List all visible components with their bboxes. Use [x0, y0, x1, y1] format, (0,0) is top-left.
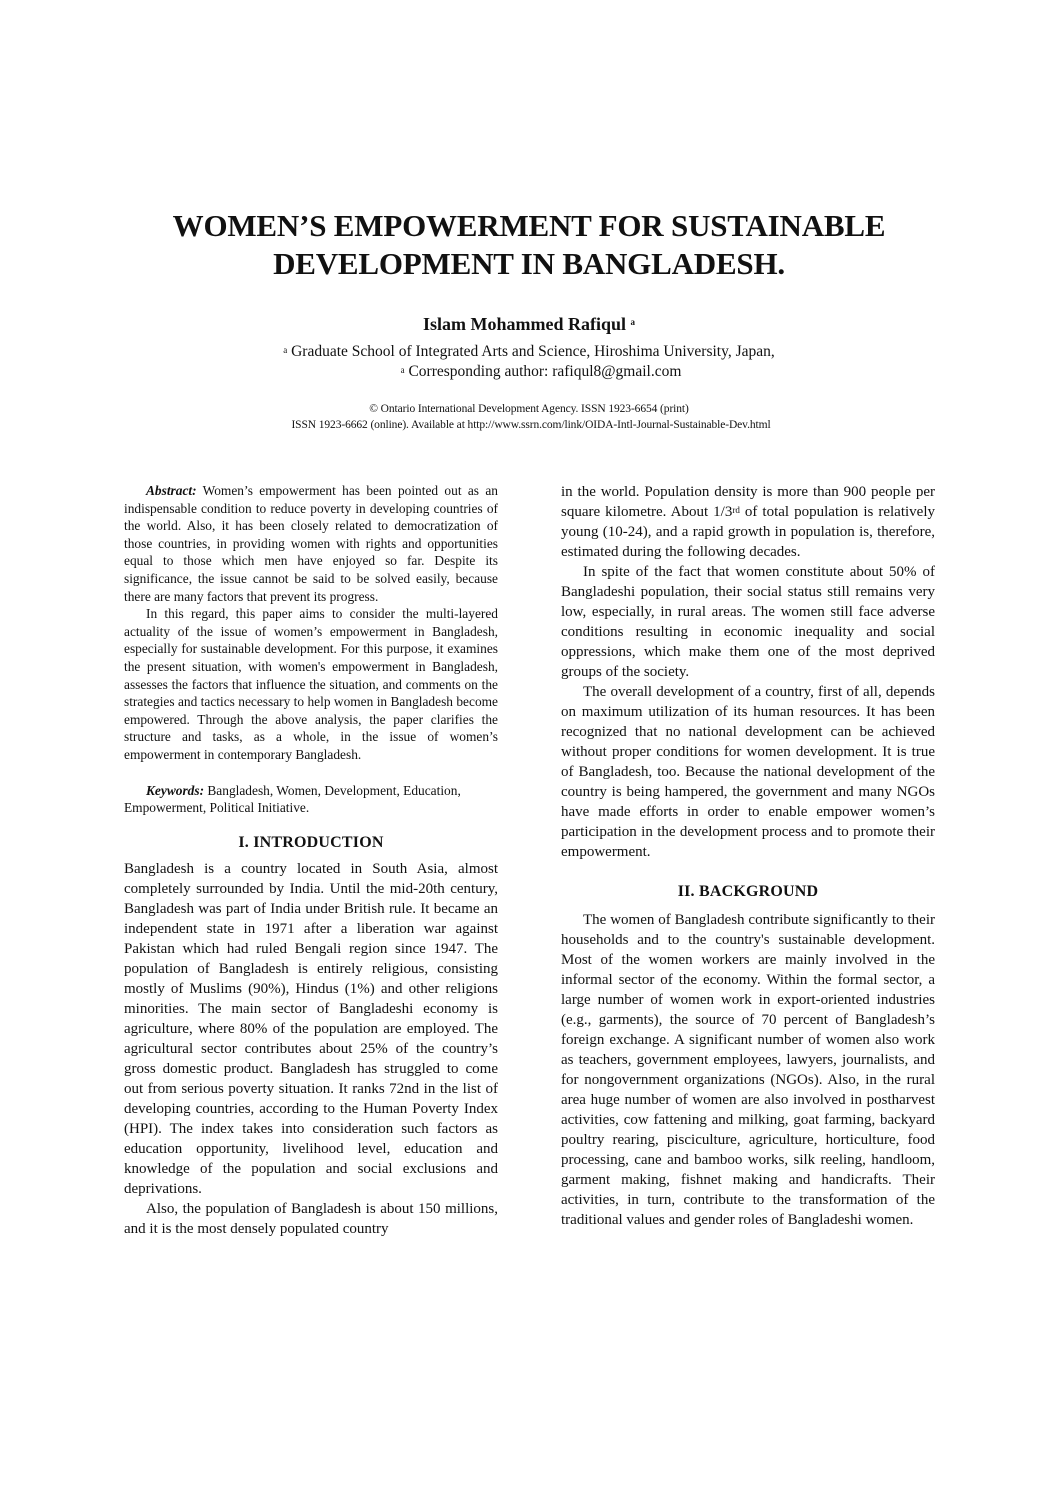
copyright-line-2: ISSN 1923-6662 (online). Available at http://www.ssrn.com/link/OIDA-Intl-Journal-Sustainable-Dev.html [291, 419, 771, 431]
intro-paragraph-2-text: Also, the population of Bangladesh is about 150 millions, and it is the most densely populated country [124, 1200, 498, 1237]
right-column [561, 482, 935, 1230]
title-line-1: WOMEN’S EMPOWERMENT FOR SUSTAINABLE [172, 208, 886, 243]
superscript-rd: rd [732, 505, 740, 515]
paper-title [0, 207, 1058, 283]
section-heading-introduction: I. INTRODUCTION [238, 833, 384, 851]
intro-paragraph-3: In spite of the fact that women constitute about 50% of Bangladeshi population, their social status still remains very low, especially, in rural areas. The women still face adverse conditions resulting in economic inequality and social oppressions, which make them one of the most deprived groups of the society. [561, 564, 935, 680]
affiliation-mark: a [283, 345, 288, 355]
intro-paragraph-2-continued [561, 482, 935, 562]
author-line [0, 313, 1058, 335]
keywords-text: Bangladesh, Women, Development, Education, Empowerment, Political Initiative. [124, 782, 461, 816]
corresponding-author [12, 362, 1058, 382]
left-column [124, 482, 498, 1239]
intro-paragraph-2-continuation: in the world. Population density is more than 900 people per square kilometre. About 1/3 [561, 484, 935, 520]
intro-paragraph-2-rest: of total population is relatively young (10-24), and a rapid growth in population is, therefore, estimated during the following decades. [561, 504, 935, 560]
title-line-2: DEVELOPMENT IN BANGLADESH. [273, 246, 785, 281]
author-affiliation-mark: a [630, 317, 635, 327]
affiliation [0, 342, 1058, 362]
intro-paragraph-2-start [124, 1199, 498, 1239]
abstract-text-1: Women’s empowerment has been pointed out as an indispensable condition to reduce poverty in developing countries of the world. Also, it has been closely related to democratization of those countries, in providing women with rights and opportunities equal to those which men have enjoyed so far. Despite its significance, the issue cannot be said to be solved easily, because there are many factors that prevent its progress. [124, 483, 498, 604]
keywords-label: Keywords: [146, 782, 205, 798]
corresponding-mark: a [400, 365, 405, 375]
author-name: Islam Mohammed Rafiqul [422, 314, 626, 334]
keywords [124, 782, 498, 817]
background-paragraph-1: The women of Bangladesh contribute significantly to their households and to the country's sustainable development. Most of the women workers are mainly involved in the informal sector of the economy. Within the formal sector, a large number of women work in export-oriented industries (e.g., garments), the source of 70 percent of Bangladesh’s foreign exchange. A significant number of women also work as teachers, government employees, lawyers, journalists, and for nongovernment organizations (NGOs). Also, in the rural area huge number of women are also involved in postharvest activities, cow fattening and milking, goat farming, backyard poultry rearing, pisciculture, agriculture, horticulture, food processing, cane and bamboo works, silk reeling, handloom, garment making, fishnet making and handicrafts. Their activities, in turn, contribute to the transformation of the traditional values and gender roles of Bangladeshi women. [561, 912, 935, 1228]
abstract-label: Abstract: [146, 483, 197, 498]
abstract-paragraph-2: In this regard, this paper aims to consider the multi-layered actuality of the issue of women’s empowerment in Bangladesh, especially for sustainable development. For this purpose, it examines the present situation, with women's empowerment in Bangladesh, assesses the factors that influence the situation, and comments on the strategies and tactics necessary to help women in Bangladesh become empowered. Through the above analysis, the paper clarifies the structure and tasks, as a whole, in the issue of women’s empowerment in contemporary Bangladesh. [124, 606, 498, 762]
keywords-paragraph [124, 782, 498, 817]
intro-paragraph-4: The overall development of a country, first of all, depends on maximum utilization of its human resources. It has been recognized that no national development can be achieved without proper conditions for women development. It is true of Bangladesh, too. Because the national development of the country is being hampered, the government and many NGOs have made efforts in order to enable empower women’s participation in the development process and to promote their empowerment. [561, 684, 935, 860]
corresponding-text: Corresponding author: rafiqul8@gmail.com [408, 363, 682, 380]
abstract [124, 482, 498, 764]
intro-paragraph-1: Bangladesh is a country located in South Asia, almost completely surrounded by India. Until the mid-20th century, Bangladesh was part of India under British rule. It became an independent state in 1971 after a liberation war against Pakistan which had ruled Bengali region since 1947. The population of Bangladesh is entirely religious, consisting mostly of Muslims (90%), Hindus (1%) and other religions minorities. The main sector of Bangladeshi economy is agriculture, where 80% of the population are employed. The agricultural sector contributes about 25% of the country’s gross domestic product. Bangladesh has struggled to come out from serious poverty situation. It ranks 72nd in the list of developing countries, according to the Human Poverty Index (HPI). The index takes into consideration such factors as education opportunity, livelihood level, education and knowledge of the population and social exclusions and deprivations. [124, 860, 498, 1197]
section-heading-background: II. BACKGROUND [677, 883, 819, 900]
affiliation-text: Graduate School of Integrated Arts and Science, Hiroshima University, Japan, [291, 343, 775, 360]
copyright-line-1: © Ontario International Development Agency. ISSN 1923-6654 (print) [369, 403, 689, 415]
abstract-paragraph-1 [124, 482, 498, 605]
